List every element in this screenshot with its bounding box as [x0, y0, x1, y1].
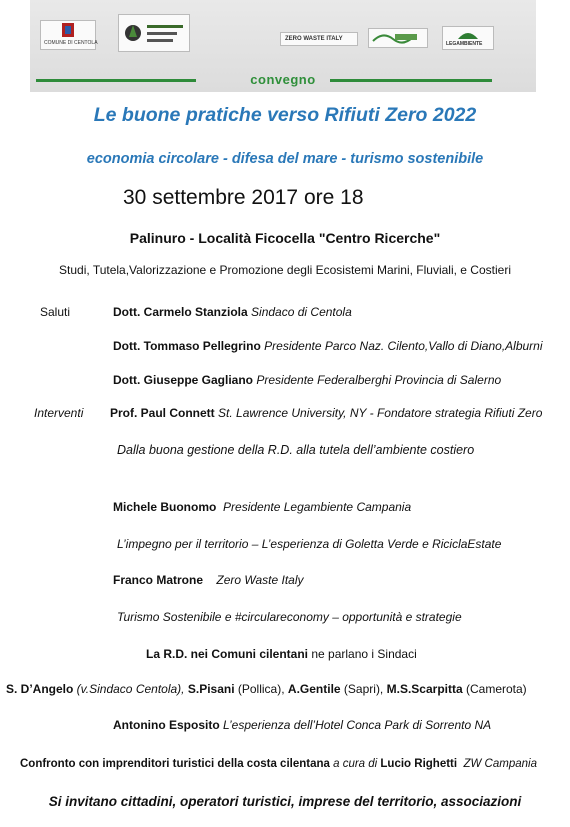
logo-caption: ZERO WASTE ITALY	[285, 36, 343, 42]
speaker-name: Dott. Giuseppe Gagliano	[113, 373, 254, 387]
talk-title: Turismo Sostenibile e #circulareconomy – opportunità e strategie	[117, 610, 462, 624]
park-emblem-icon	[119, 15, 189, 51]
speaker-role: Presidente Parco Naz. Cilento,Vallo di Diano,Alburni	[264, 339, 543, 353]
sindaci-row	[6, 682, 527, 696]
event-subtitle: economia circolare - difesa del mare - turismo sostenibile	[86, 151, 484, 167]
speaker-role: Sindaco di Centola	[251, 305, 352, 319]
leaf-icon	[443, 27, 493, 41]
sindaco-name: S. D’Angelo	[6, 682, 74, 696]
parco-cilento-logo	[118, 14, 190, 52]
wave-icon	[369, 29, 427, 47]
sindaco-name: M.S.Scarpitta	[386, 682, 463, 696]
speaker-row	[113, 718, 491, 732]
logo-caption: LEGAMBIENTE	[446, 41, 483, 47]
speaker-name: Michele Buonomo	[113, 500, 217, 514]
speaker-role: Presidente Federalberghi Provincia di Salerno	[256, 373, 502, 387]
saluti-label: Saluti	[40, 305, 71, 319]
convegno-label: convegno	[250, 72, 316, 87]
sindaco-town: (Sapri),	[340, 682, 384, 696]
speaker-role: L’esperienza dell’Hotel Conca Park di Sorrento NA	[223, 718, 492, 732]
comuni-note: ne parlano i Sindaci	[308, 647, 417, 661]
comuni-row	[146, 647, 417, 661]
speaker-name: Prof. Paul Connett	[110, 406, 215, 420]
speaker-name: Dott. Carmelo Stanziola	[113, 305, 248, 319]
legambiente-logo	[442, 26, 494, 50]
speaker-row	[113, 500, 411, 514]
logo-caption: COMUNE DI CENTOLA	[44, 40, 98, 46]
event-title: Le buone pratiche verso Rifiuti Zero 2022	[93, 104, 477, 126]
wdmc-logo	[368, 28, 428, 48]
talk-title: Dalla buona gestione della R.D. alla tutela dell’ambiente costiero	[117, 443, 475, 457]
speaker-row	[113, 339, 543, 353]
sindaco-name: S.Pisani	[187, 682, 235, 696]
closing-invitation: Si invitano cittadini, operatori turistici, imprese del territorio, associazioni	[48, 794, 522, 809]
header-banner	[30, 0, 536, 92]
comuni-heading: La R.D. nei Comuni cilentani	[146, 647, 309, 661]
confronto-row	[20, 758, 537, 770]
speaker-role: Zero Waste Italy	[216, 573, 304, 587]
confronto-curator: Lucio Righetti	[380, 758, 458, 770]
speaker-row	[113, 573, 304, 587]
sindaco-town: (v.Sindaco Centola),	[73, 682, 185, 696]
coat-of-arms-icon	[41, 21, 95, 41]
event-date: 30 settembre 2017 ore 18	[123, 186, 364, 209]
sindaco-town: (Pollica),	[234, 682, 285, 696]
speaker-name: Antonino Esposito	[113, 718, 220, 732]
confronto-heading: Confronto con imprenditori turistici della costa cilentana	[20, 758, 330, 770]
speaker-role: St. Lawrence University, NY - Fondatore strategia Rifiuti Zero	[218, 406, 543, 420]
zero-waste-italy-logo	[280, 32, 358, 46]
sindaco-town: (Camerota)	[462, 682, 527, 696]
speaker-row	[113, 305, 352, 319]
event-theme: Studi, Tutela,Valorizzazione e Promozione degli Ecosistemi Marini, Fluviali, e Costieri	[59, 263, 511, 277]
event-place: Palinuro - Località Ficocella "Centro Ricerche"	[129, 230, 441, 246]
talk-title: L’impegno per il territorio – L’esperienza di Goletta Verde e RiciclaEstate	[117, 537, 502, 551]
speaker-name: Dott. Tommaso Pellegrino	[113, 339, 261, 353]
speaker-row	[113, 373, 501, 387]
speaker-role: Presidente Legambiente Campania	[223, 500, 412, 514]
sindaco-name: A.Gentile	[287, 682, 341, 696]
interventi-label: Interventi	[34, 406, 84, 420]
confronto-org: ZW Campania	[463, 758, 537, 770]
comune-centola-logo	[40, 20, 96, 50]
confronto-curator-label: a cura di	[329, 758, 381, 770]
speaker-name: Franco Matrone	[113, 573, 204, 587]
speaker-row	[110, 406, 542, 420]
